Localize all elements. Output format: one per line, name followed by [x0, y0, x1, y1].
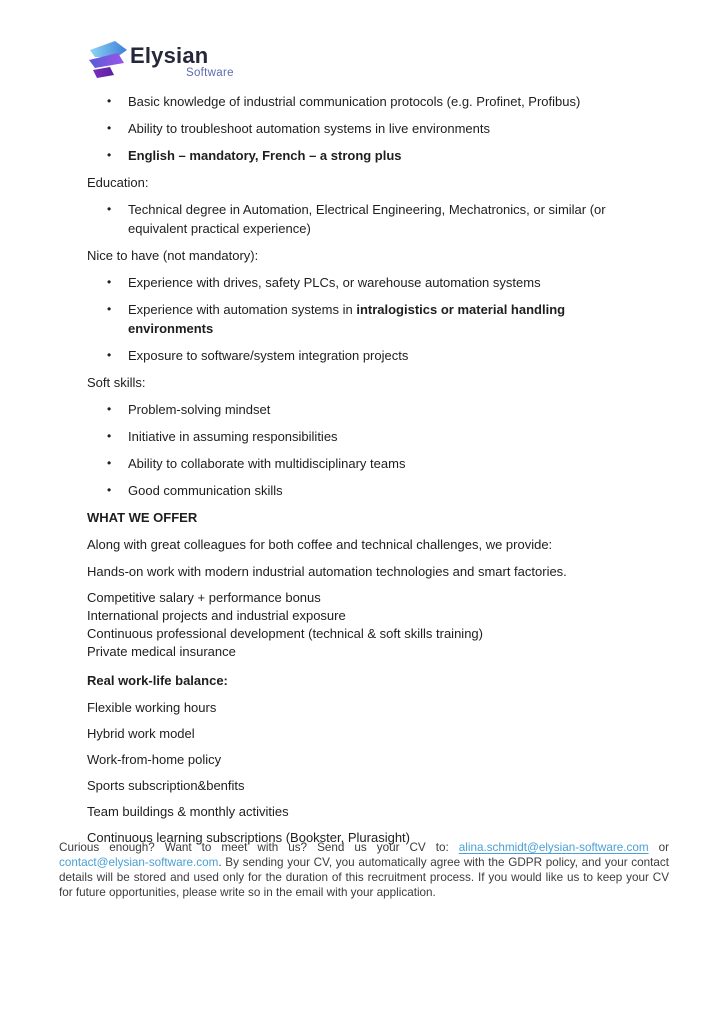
contact-text-before: Curious enough? Want to meet with us? Send us your CV to:: [59, 841, 459, 854]
bullet-marker: •: [107, 456, 112, 470]
list-item-text: Problem-solving mindset: [128, 402, 271, 417]
list-item-text: Ability to collaborate with multidisciplinary teams: [128, 456, 406, 471]
job-description-body: [87, 92, 639, 854]
list-item-text: English – mandatory, French – a strong plus: [128, 148, 402, 163]
email-link-primary[interactable]: alina.schmidt@elysian-software.com: [458, 841, 649, 854]
bullet-marker: •: [107, 302, 112, 316]
list-item: [87, 92, 639, 111]
list-item: [87, 346, 639, 365]
email-link-secondary[interactable]: contact@elysian-software.com: [59, 856, 219, 869]
what-we-offer-heading: WHAT WE OFFER: [87, 510, 198, 525]
logo-tagline: Software: [186, 67, 234, 79]
perk-line: Competitive salary + performance bonus: [87, 590, 321, 605]
balance-item: Hybrid work model: [87, 726, 195, 741]
bullet-marker: •: [107, 429, 112, 443]
balance-item: Continuous learning subscriptions (Bookster, Plurasight): [87, 830, 411, 845]
contact-text-between: or: [648, 841, 669, 854]
education-heading: Education:: [87, 175, 149, 190]
bullet-marker: •: [107, 275, 112, 289]
contact-footer: [59, 840, 669, 900]
list-item: [87, 454, 639, 473]
list-item: [87, 427, 639, 446]
contact-paragraph: [59, 840, 669, 900]
bullet-marker: •: [107, 483, 112, 497]
balance-item: Flexible working hours: [87, 700, 217, 715]
list-item: [87, 481, 639, 500]
balance-item: Work-from-home policy: [87, 752, 222, 767]
list-item: [87, 200, 639, 238]
offer-intro-1: Along with great colleagues for both coffee and technical challenges, we provide:: [87, 537, 553, 552]
list-item: [87, 273, 639, 292]
list-item-text: Technical degree in Automation, Electrical Engineering, Mechatronics, or similar (or equivalent practical experience): [128, 202, 606, 236]
work-life-balance-heading: Real work-life balance:: [87, 673, 228, 688]
list-item-text: Experience with automation systems in: [128, 302, 357, 317]
education-list: [87, 200, 639, 238]
offer-intro-2: Hands-on work with modern industrial automation technologies and smart factories.: [87, 564, 567, 579]
nice-to-have-heading: Nice to have (not mandatory):: [87, 248, 259, 263]
list-item-text: Experience with drives, safety PLCs, or warehouse automation systems: [128, 275, 541, 290]
perk-line: International projects and industrial exposure: [87, 608, 346, 623]
soft-skills-heading: Soft skills:: [87, 375, 146, 390]
perks-block: [87, 589, 639, 661]
balance-item: Team buildings & monthly activities: [87, 804, 289, 819]
list-item-text-bold: intralogistics or material handling environments: [128, 302, 566, 336]
list-item-text: Initiative in assuming responsibilities: [128, 429, 338, 444]
perk-line: Continuous professional development (technical & soft skills training): [87, 626, 483, 641]
list-item-text: Good communication skills: [128, 483, 283, 498]
list-item: [87, 300, 639, 338]
soft-skills-list: [87, 400, 639, 500]
list-item-text: Basic knowledge of industrial communication protocols (e.g. Profinet, Profibus): [128, 94, 581, 109]
bullet-marker: •: [107, 121, 112, 135]
list-item: [87, 146, 639, 165]
balance-item: Sports subscription&benfits: [87, 778, 245, 793]
list-item-text: Exposure to software/system integration projects: [128, 348, 409, 363]
elysian-logo-icon: [84, 38, 129, 83]
requirements-list: [87, 92, 639, 165]
contact-text-after: . By sending your CV, you automatically agree with the GDPR policy, and your contact details will be stored and used only for the duration of this recruitment process. If you would like us to keep your CV for future opportunities, please write so in the email with your application.: [59, 856, 669, 899]
list-item: [87, 119, 639, 138]
company-logo: [84, 38, 234, 83]
bullet-marker: •: [107, 202, 112, 216]
nice-to-have-list: [87, 273, 639, 365]
bullet-marker: •: [107, 94, 112, 108]
logo-text: [130, 38, 234, 80]
list-item-text: Ability to troubleshoot automation systems in live environments: [128, 121, 491, 136]
perk-line: Private medical insurance: [87, 644, 236, 659]
bullet-marker: •: [107, 148, 112, 162]
logo-brand-name: Elysian: [130, 43, 209, 68]
bullet-marker: •: [107, 348, 112, 362]
list-item: [87, 400, 639, 419]
bullet-marker: •: [107, 402, 112, 416]
